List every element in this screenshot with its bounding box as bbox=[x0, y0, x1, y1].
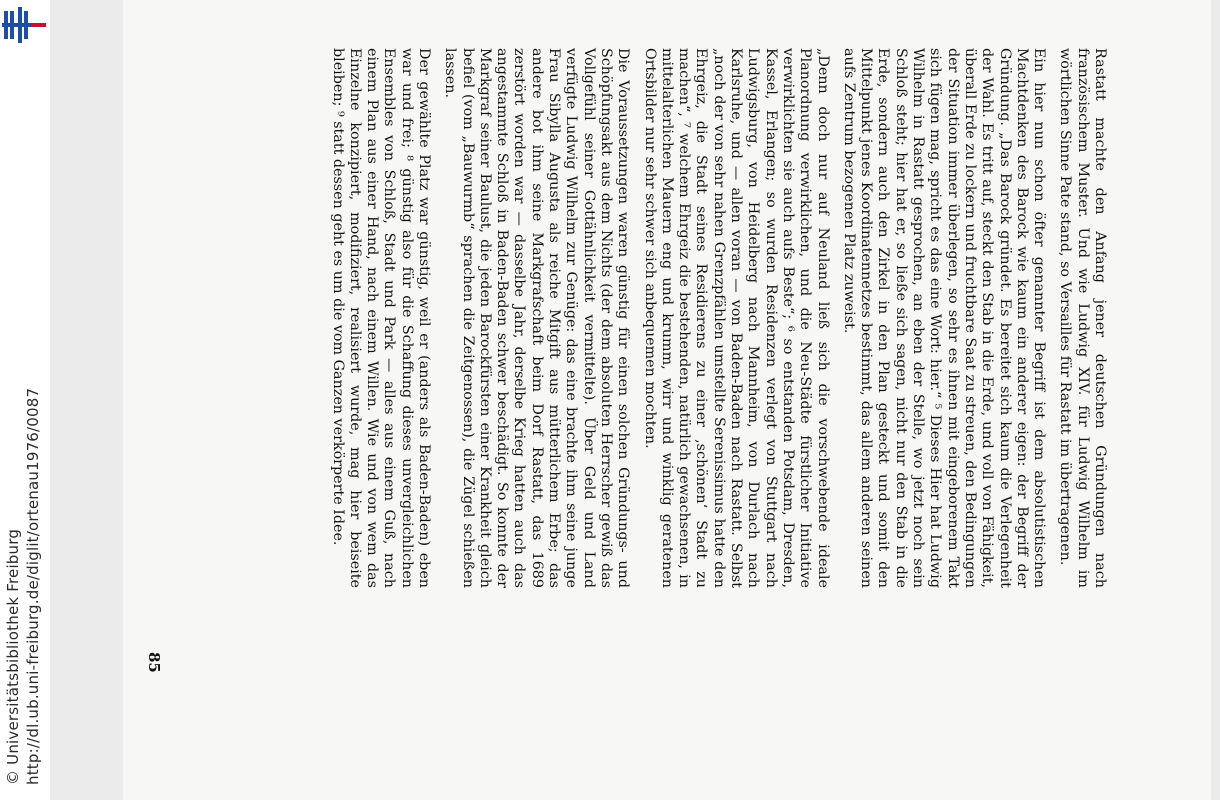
page-body-text bbox=[43, 48, 1108, 588]
paragraph-5: Der gewählte Platz war günstig, weil er (anders als Baden-Baden) eben war und frei; ⁸ günstig also für die Schaffung dieses unvergleichlichen Ensembles von Schloß, Stadt und Park — alles aus einem Guß, nach einem Plan aus einer Hand, nach einem Willen. Wie und von wem das Einzelne konzipiert, modifiziert, realisiert wurde, mag hier beiseite bleiben; ⁹ statt dessen geht es um die vom Ganzen verkörperte Idee. bbox=[329, 48, 433, 588]
paragraph-2: Ein hier nun schon öfter genannter Begriff ist dem absolutistischen Machtdenken des Barock wie kaum ein anderer eigen: der Begriff der Gründung. „Das Barock gründet. Es bereitet sich kaum die Verlegenheit der Wahl. Es tritt auf, steckt den Stab in die Erde, und voll von Fähigkeit, überall Erde zu lockern und fruchtbare Saat zu streuen, den Bedingungen der Situation immer überlegen, so sehr es ihnen mit eingeborenem Takt sich fügen mag, spricht es das eine Wort: hier.“ ⁵ Dieses Hier hat Ludwig Wilhelm in Rastatt gesprochen, an eben der Stelle, wo jetzt noch sein Schloß steht; hier hat er, so ließe sich sagen, nicht nur den Stab in die Erde, sondern auch den Zirkel in den Plan gesteckt und somit den Mittelpunkt jenes Koordinatennetzes bestimmt, das allem anderen seinen aufs Zentrum bezogenen Platz zuweist. bbox=[840, 48, 1048, 588]
paragraph-1: Rastatt machte den Anfang jener deutschen Gründungen nach französischem Muster. Und wie Ludwig XIV. für Ludwig Wilhelm im wörtlichen Sinne Pate stand, so Versailles für Rastatt im übertragenen. bbox=[1057, 48, 1108, 588]
paragraph-3: „Denn doch nur auf Neuland ließ sich die vorschwebende ideale Planordnung verwirklichen, und die Neu-Städte fürstlicher Initiative verwirklichten sie auch aufs Beste“; ⁶ so entstanden Potsdam, Dresden, Kassel, Erlangen; so wurden Residenzen verlegt von Stuttgart nach Ludwigsburg, von Heidelberg nach Mannheim, von Durlach nach Karlsruhe, und — allen voran — von Baden-Baden nach Rastatt. Selbst „noch der von sehr nahen Grenzpfählen umstellte Serenissimus hatte den Ehrgeiz, die Stadt seines Residierens zu einer ‚schönen‘ Stadt zu machen“, ⁷ welchem Ehrgeiz die bestehenden, natürlich gewachsenen, in mittelalterlichen Mauern eng und krumm, wirr und winklig geratenen Ortsbilder nur sehr schwer sich anbequemen mochten. bbox=[641, 48, 831, 588]
library-logo-icon bbox=[2, 5, 46, 45]
page-number: 85 bbox=[145, 652, 163, 673]
source-url-link[interactable]: http://dl.ub.uni-freiburg.de/diglit/ortenau1976/0087 bbox=[24, 387, 42, 785]
paragraph-4: Die Voraussetzungen waren günstig für einen solchen Gründungs- und Schöpfungsakt aus dem Nichts (der dem absoluten Herrscher gewiß das Vollgefühl seiner Gottähnlichkeit vermittelte). Über Geld und Land verfügte Ludwig Wilhelm zur Genüge: das eine brachte ihm seine junge Frau Sibylla Augusta als reiche Mitgift aus mütterlichem Erbe; das andere bot ihm seine Markgrafschaft beim Dorf Rastatt, das 1689 zerstört worden war — dasselbe Jahr, derselbe Krieg hatten auch das angestammte Schloß in Baden-Baden schwer beschädigt. So konnte der Markgraf seiner Baulust, die jeden Barockfürsten einer Krankheit gleich befiel (vom „Bauwurmb“ sprachen die Zeitgenossen), die Zügel schießen lassen. bbox=[442, 48, 632, 588]
copyright-text: © Universitätsbibliothek Freiburg bbox=[4, 528, 22, 785]
